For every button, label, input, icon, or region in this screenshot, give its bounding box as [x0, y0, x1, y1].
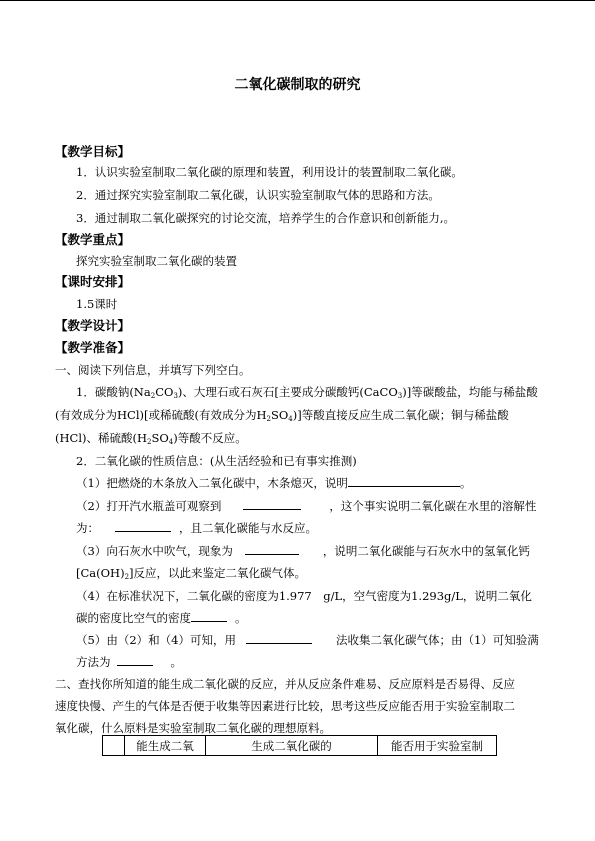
goal-item-3: 3．通过制取二氧化碳探究的讨论交流，培养学生的合作意识和创新能力,。 — [76, 211, 455, 225]
answer-blank[interactable] — [115, 520, 171, 532]
goal-item-2: 2．通过探究实验室制取二氧化碳，认识实验室制取气体的思路和方法。 — [76, 188, 440, 202]
question-5-line2: 方法为 。 — [76, 655, 182, 669]
question-1: （1）把燃烧的木条放入二氧化碳中，木条熄灭，说明 。 — [76, 476, 472, 490]
info-2-heading: 2．二氧化碳的性质信息：(从生活经验和已有事实推测) — [76, 454, 357, 468]
table-row — [103, 736, 497, 756]
part2-line1: 二、查找你所知道的能生成二氧化碳的反应，并从反应条件难易、反应原料是否易得、反应 — [55, 677, 515, 691]
time-text: 1.5课时 — [76, 297, 118, 311]
answer-blank[interactable] — [245, 543, 299, 555]
prep-heading: 【教学准备】 — [55, 340, 131, 355]
info-1-line1: 1．碳酸钠$(Na_2CO_3)$、大理石或石灰石[主要成分碳酸钙(CaCO$_3$)]等碳酸盐，均能与稀盐酸 — [76, 385, 538, 400]
table-header-cell: 能生成二氧 — [125, 736, 206, 756]
table-header-cell: 能否用于实验室制 — [378, 736, 497, 756]
goal-heading: 【教学目标】 — [55, 144, 131, 159]
answer-blank[interactable] — [117, 654, 153, 666]
time-heading: 【课时安排】 — [55, 274, 131, 289]
answer-blank[interactable] — [243, 498, 301, 510]
page-title: 二氧化碳制取的研究 — [234, 77, 361, 93]
part2-line2: 速度快慢、产生的气体是否便于收集等因素进行比较，思考这些反应能否用于实验室制取二 — [55, 699, 515, 713]
table-header-cell: 生成二氧化碳的 — [206, 736, 378, 756]
key-heading: 【教学重点】 — [55, 232, 131, 247]
answer-blank[interactable] — [246, 632, 312, 644]
part2-line3: 氧化碳，什么原料是实验室制取二氧化碳的理想原料。 — [55, 721, 331, 735]
info-1-line3: (HCl)、稀硫酸$(H_2SO_4)$等酸不反应。 — [55, 431, 247, 446]
question-3-line2: $[Ca(OH)_2]$反应，以此来鉴定二氧化碳气体。 — [76, 566, 307, 581]
question-4-line2: 碳的密度比空气的密度 。 — [76, 611, 247, 625]
design-heading: 【教学设计】 — [55, 318, 131, 333]
answer-blank[interactable] — [191, 610, 227, 622]
key-text: 探究实验室制取二氧化碳的装置 — [76, 254, 237, 268]
top-rule — [0, 0, 595, 1]
reaction-comparison-table — [102, 735, 497, 756]
question-2-line1: （2）打开汽水瓶盖可观察到 ，这个事实说明二氧化碳在水里的溶解性 — [76, 499, 537, 513]
question-2-line2: 为： ，且二氧化碳能与水反应。 — [76, 521, 317, 535]
question-3-line1: （3）向石灰水中吹气，现象为 ，说明二氧化碳能与石灰水中的氢氧化钙 — [76, 544, 530, 558]
table-header-cell — [103, 736, 125, 756]
info-1-line2: (有效成分为HCl)[或稀硫酸(有效成分为$H_2SO_4$)]等酸直接反应生成二氧化碳；铜与稀盐酸 — [55, 408, 509, 423]
question-5-line1: （5）由（2）和（4）可知，用 法收集二氧化碳气体；由（1）可知验满 — [76, 633, 539, 647]
answer-blank[interactable] — [348, 475, 460, 487]
question-4-line1: （4）在标准状况下，二氧化碳的密度为1.977 g/L，空气密度为1.293g/L，说明二氧化 — [76, 589, 532, 603]
goal-item-1: 1．认识实验室制取二氧化碳的原理和装置，利用设计的装置制取二氧化碳。 — [76, 165, 463, 179]
part1-intro: 一、阅读下列信息，并填写下列空白。 — [55, 363, 251, 377]
